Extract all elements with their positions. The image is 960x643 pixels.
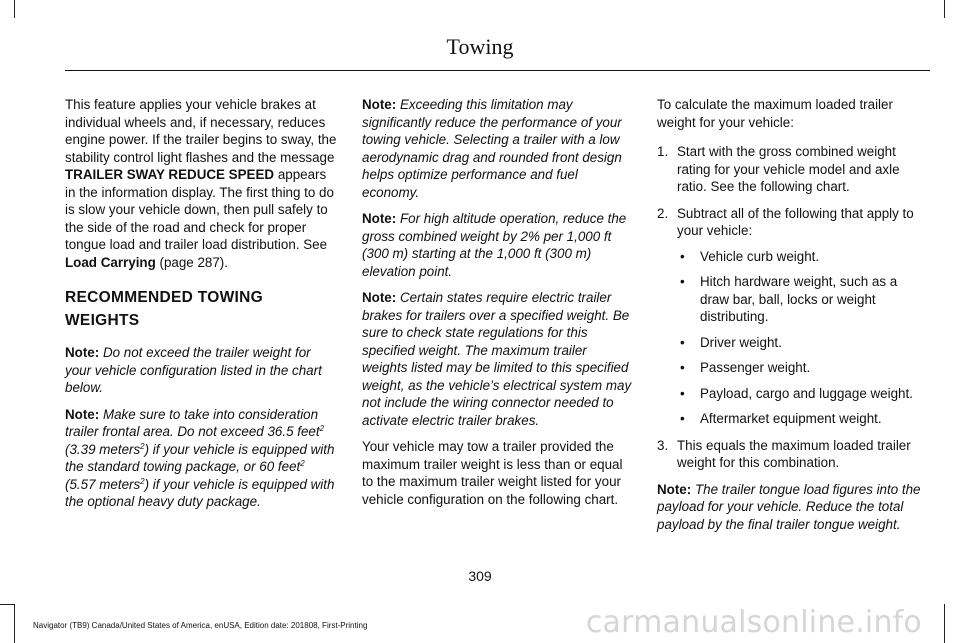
note-text: For high altitude operation, reduce the gross combined weight by 2% per 1,000 ft (300 m) starting at the 1,000 ft (300 m) elevation point. (362, 211, 627, 279)
note-label: Note: (362, 97, 397, 112)
superscript: 2 (319, 424, 325, 433)
step-number: 1. (657, 144, 669, 159)
calc-lead: To calculate the maximum loaded trailer weight for your vehicle: (657, 97, 893, 130)
step-number: 3. (657, 437, 669, 453)
section-heading (65, 286, 337, 332)
crop-mark-bottom-left-h (0, 604, 14, 605)
bullet-icon: • (680, 248, 685, 264)
note-label: Note: (362, 290, 397, 305)
bullet-icon: • (680, 385, 685, 401)
note-frontal-area (65, 406, 337, 511)
intro-text-1: This feature applies your vehicle brakes at individual wheels and, if necessary, reduces engine power. If the trailer begins to sway, the stability control light flashes and the message (65, 97, 337, 165)
note-text: The trailer tongue load figures into the payload for your vehicle. Reduce the total payload by the final trailer tongue weight. (657, 481, 921, 532)
bullet-icon: • (680, 411, 685, 426)
list-item (677, 334, 929, 352)
bullet-icon: • (680, 334, 685, 350)
intro-paragraph (65, 96, 337, 271)
trailer-sway-message: TRAILER SWAY REDUCE SPEED (65, 167, 275, 182)
subtract-list (677, 248, 929, 428)
note-text: Certain states require electric trailer brakes for trailers over a specified weight. Be sure to check state regulations for this specified weight. The maximum trailer weights listed may be limited to this specified weight, as the vehicle’s electrical system may not include the wiring connector needed to activate electric trailer brakes. (362, 290, 632, 428)
superscript: 2 (300, 459, 305, 468)
step-text: Start with the gross combined weight rating for your vehicle model and axle ratio. See the following chart. (677, 144, 900, 194)
step-text: This equals the maximum loaded trailer weight for this combination. (677, 437, 911, 470)
note-label: Note: (65, 406, 100, 422)
step-text: Subtract all of the following that apply to your vehicle: (677, 205, 914, 238)
list-item-text: Passenger weight. (700, 360, 811, 375)
page-number: 309 (468, 568, 492, 584)
bullet-icon: • (680, 274, 685, 289)
note-text: Exceeding this limitation may significantly reduce the performance of your towing vehicle. Selecting a trailer with a low aerodynamic drag and rounded front design helps optimize performance and fuel economy. (362, 97, 622, 200)
note-text-part: (3.39 meters (65, 441, 141, 457)
list-item (677, 273, 929, 326)
crop-mark-bottom-right-v (944, 604, 945, 643)
note-text-part: Make sure to take into consideration trailer frontal area. Do not exceed 36.5 feet (65, 406, 320, 439)
note-limitation (362, 96, 632, 201)
note-trailer-weight (65, 344, 337, 397)
crop-mark-bottom-left-v (14, 604, 15, 643)
steps-list (657, 143, 929, 472)
note-text-part: ) if your vehicle is equipped with the standard towing package, or 60 feet (65, 441, 335, 474)
list-item (677, 248, 929, 266)
step-item (657, 143, 929, 196)
column-1 (65, 96, 337, 520)
page-header-title: Towing (446, 34, 514, 59)
superscript: 2 (140, 441, 145, 451)
load-carrying-link[interactable]: Load Carrying (65, 254, 156, 270)
body-paragraph: Your vehicle may tow a trailer provided the maximum trailer weight is less than or equal to the maximum trailer weight listed for your vehicle configuration on the following chart. (362, 439, 623, 507)
note-tongue-load (657, 481, 929, 534)
list-item-text: Hitch hardware weight, such as a draw bar, ball, locks or weight distributing. (700, 274, 898, 324)
intro-page-ref: (page 287). (155, 254, 228, 270)
superscript: 2 (140, 476, 145, 486)
note-label: Note: (65, 345, 100, 360)
note-text-part: ) if your vehicle is equipped with the optional heavy duty package. (65, 476, 335, 509)
column-2 (362, 96, 632, 517)
intro-text-2: appears in the information display. The first thing to do is slow your vehicle down, then pull safely to the side of the road and check for proper tongue load and trailer load distribution. See (65, 167, 334, 252)
list-item (677, 410, 929, 428)
note-label: Note: (657, 481, 692, 497)
step-item (657, 437, 929, 472)
list-item (677, 385, 929, 403)
list-item-text: Payload, cargo and luggage weight. (700, 385, 913, 401)
list-item-text: Driver weight. (700, 334, 782, 350)
step-item (657, 205, 929, 428)
bullet-icon: • (680, 360, 685, 375)
list-item (677, 359, 929, 377)
step-number: 2. (657, 205, 669, 221)
crop-mark-top-left-v (14, 0, 15, 18)
heading-line-1: RECOMMENDED TOWING (65, 289, 263, 306)
column-3 (657, 96, 929, 542)
crop-mark-top-right-v (944, 0, 945, 18)
note-label: Note: (362, 211, 397, 226)
edition-footer: Navigator (TB9) Canada/United States of America, enUSA, Edition date: 201808, First-Printing (33, 621, 368, 630)
list-item-text: Aftermarket equipment weight. (700, 411, 882, 426)
watermark: carmanualsonline.info (585, 605, 922, 640)
heading-line-2: WEIGHTS (65, 312, 140, 329)
note-text-part: (5.57 meters (65, 476, 141, 492)
note-electric-brakes (362, 289, 632, 429)
list-item-text: Vehicle curb weight. (700, 248, 820, 264)
note-text (65, 407, 334, 510)
header-rule (65, 70, 930, 71)
note-high-altitude (362, 210, 632, 280)
note-text: Do not exceed the trailer weight for your vehicle configuration listed in the chart below. (65, 345, 322, 395)
